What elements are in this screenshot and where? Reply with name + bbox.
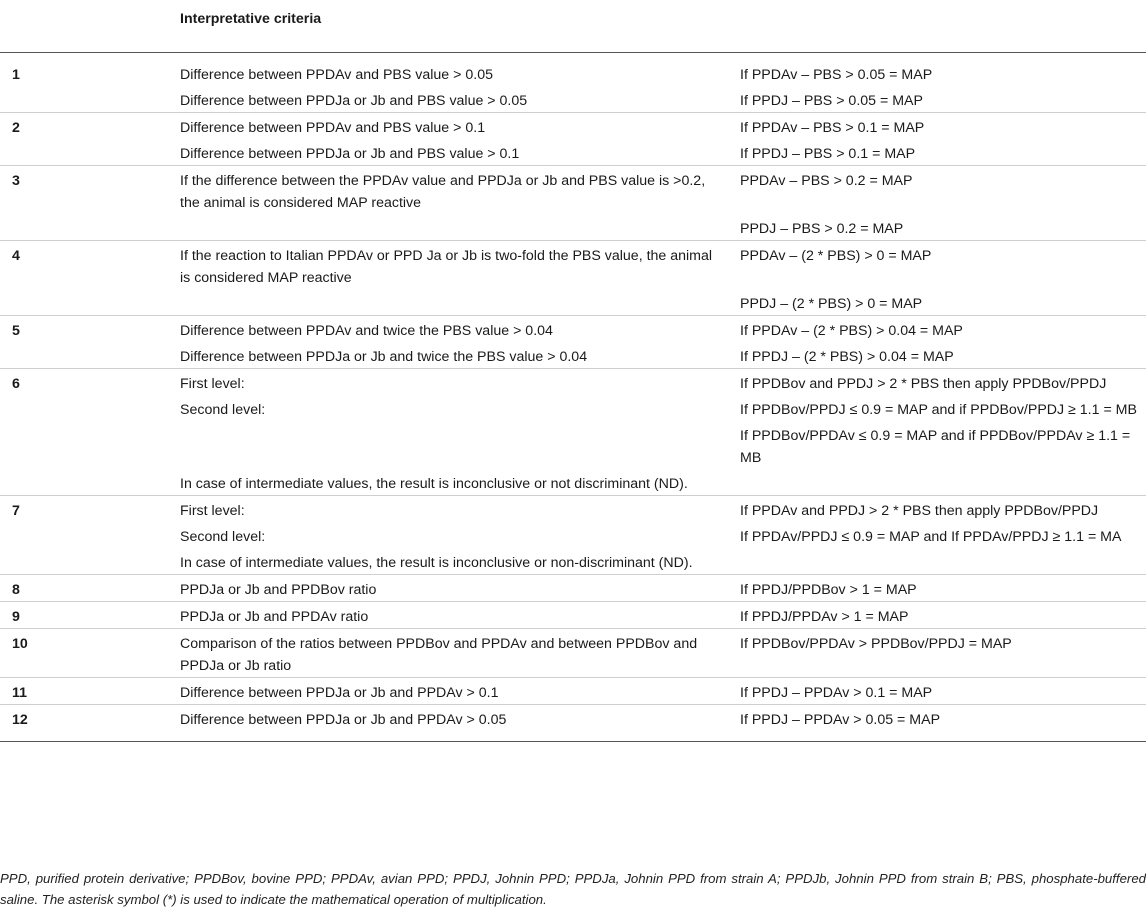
header-formula <box>728 0 1146 53</box>
criterion-number: 4 <box>12 248 20 264</box>
table-footnote: PPD, purified protein derivative; PPDBov, bovine PPD; PPDAv, avian PPD; PPDJ, Johnin PPD; PPDJa, Johnin PPD from strain A; PPDJb, Johnin PPD from strain B; PBS, phosphate-buffered saline. The asterisk symbol (*) is used to indicate the mathematical operation of multiplication. <box>0 871 1146 908</box>
criterion-formula: If PPDJ – PPDAv > 0.1 = MAP <box>740 685 933 701</box>
table-body <box>0 53 1146 742</box>
criterion-number <box>0 342 168 369</box>
table-row <box>0 86 1146 113</box>
table-row <box>0 469 1146 496</box>
criterion-formula: If PPDJ/PPDBov > 1 = MAP <box>740 582 917 598</box>
criterion-number: 7 <box>12 503 20 519</box>
criterion-text: First level: <box>180 376 245 392</box>
criterion-number <box>0 214 168 241</box>
criterion-formula: If PPDBov and PPDJ > 2 * PBS then apply PPDBov/PPDJ <box>740 376 1107 392</box>
criterion-text: Difference between PPDJa or Jb and PBS value > 0.1 <box>180 146 520 162</box>
table-row <box>0 214 1146 241</box>
criterion-number <box>0 469 168 496</box>
criterion-text: First level: <box>180 503 245 519</box>
criterion-formula: If PPDAv – PBS > 0.05 = MAP <box>740 67 933 83</box>
criterion-number: 2 <box>12 120 20 136</box>
header-number <box>0 0 168 53</box>
table-header <box>0 0 1146 53</box>
criterion-number: 5 <box>12 323 20 339</box>
criterion-number: 12 <box>12 712 28 728</box>
criterion-formula: PPDAv – (2 * PBS) > 0 = MAP <box>740 248 932 264</box>
criterion-number: 11 <box>12 685 27 701</box>
criterion-text: In case of intermediate values, the result is inconclusive or non-discriminant (ND). <box>180 555 693 571</box>
criterion-text: Difference between PPDAv and PBS value > 0.05 <box>180 67 493 83</box>
criterion-text: Second level: <box>180 402 266 418</box>
criterion-text: PPDJa or Jb and PPDBov ratio <box>180 582 377 598</box>
table-row <box>0 678 1146 705</box>
criterion-number: 8 <box>12 582 20 598</box>
criterion-number: 10 <box>12 636 28 652</box>
criterion-formula: PPDAv – PBS > 0.2 = MAP <box>740 173 913 189</box>
criterion-number: 1 <box>12 67 20 83</box>
criterion-number <box>0 86 168 113</box>
table-row <box>0 421 1146 469</box>
criterion-formula <box>728 469 1146 496</box>
header-criteria: Interpretative criteria <box>168 0 728 53</box>
criterion-number <box>0 289 168 316</box>
table-row <box>0 602 1146 629</box>
table-row <box>0 522 1146 548</box>
criterion-text: Comparison of the ratios between PPDBov and PPDAv and between PPDBov and PPDJa or Jb ratio <box>180 636 698 674</box>
table-row <box>0 241 1146 290</box>
criterion-number: 6 <box>12 376 20 392</box>
table-row <box>0 342 1146 369</box>
criterion-formula: If PPDJ/PPDAv > 1 = MAP <box>740 609 909 625</box>
criterion-number <box>0 548 168 575</box>
criterion-formula: If PPDAv – PBS > 0.1 = MAP <box>740 120 925 136</box>
criterion-number: 3 <box>12 173 20 189</box>
criterion-formula: If PPDBov/PPDAv > PPDBov/PPDJ = MAP <box>740 636 1012 652</box>
table-row <box>0 113 1146 140</box>
header-row <box>0 0 1146 53</box>
criterion-formula: PPDJ – PBS > 0.2 = MAP <box>740 221 904 237</box>
criterion-formula: If PPDJ – PBS > 0.1 = MAP <box>740 146 916 162</box>
table-row <box>0 369 1146 396</box>
criterion-number <box>0 139 168 166</box>
criterion-formula: If PPDAv – (2 * PBS) > 0.04 = MAP <box>740 323 963 339</box>
table-row <box>0 575 1146 602</box>
criterion-formula: PPDJ – (2 * PBS) > 0 = MAP <box>740 296 923 312</box>
criterion-formula: If PPDBov/PPDAv ≤ 0.9 = MAP and if PPDBov/PPDAv ≥ 1.1 = MB <box>740 428 1131 466</box>
criterion-number <box>0 421 168 469</box>
criterion-formula: If PPDJ – PBS > 0.05 = MAP <box>740 93 923 109</box>
criterion-text <box>168 289 728 316</box>
table-row <box>0 139 1146 166</box>
criterion-text: Difference between PPDAv and PBS value > 0.1 <box>180 120 486 136</box>
criterion-text: Difference between PPDAv and twice the PBS value > 0.04 <box>180 323 553 339</box>
table-row <box>0 629 1146 678</box>
criterion-formula: If PPDAv and PPDJ > 2 * PBS then apply PPDBov/PPDJ <box>740 503 1099 519</box>
criterion-formula: If PPDAv/PPDJ ≤ 0.9 = MAP and If PPDAv/PPDJ ≥ 1.1 = MA <box>740 529 1122 545</box>
criterion-text: If the reaction to Italian PPDAv or PPD Ja or Jb is two-fold the PBS value, the animal is considered MAP reactive <box>180 248 713 286</box>
table-row <box>0 496 1146 523</box>
criterion-text: In case of intermediate values, the result is inconclusive or not discriminant (ND). <box>180 476 688 492</box>
criterion-text <box>168 214 728 241</box>
criterion-formula <box>728 548 1146 575</box>
criterion-text: If the difference between the PPDAv value and PPDJa or Jb and PBS value is >0.2, the animal is considered MAP reactive <box>180 173 706 211</box>
criterion-text: Difference between PPDJa or Jb and PPDAv > 0.1 <box>180 685 499 701</box>
criterion-text: Second level: <box>180 529 266 545</box>
criterion-text: Difference between PPDJa or Jb and PBS value > 0.05 <box>180 93 528 109</box>
criterion-formula: If PPDJ – PPDAv > 0.05 = MAP <box>740 712 941 728</box>
table-row <box>0 395 1146 421</box>
table-row <box>0 316 1146 343</box>
criterion-formula: If PPDJ – (2 * PBS) > 0.04 = MAP <box>740 349 954 365</box>
table-row <box>0 548 1146 575</box>
criterion-text: Difference between PPDJa or Jb and twice the PBS value > 0.04 <box>180 349 588 365</box>
table-row <box>0 166 1146 215</box>
criterion-number: 9 <box>12 609 20 625</box>
criterion-text <box>168 421 728 469</box>
table-row <box>0 53 1146 87</box>
criterion-number <box>0 395 168 421</box>
criterion-text: PPDJa or Jb and PPDAv ratio <box>180 609 369 625</box>
criterion-formula: If PPDBov/PPDJ ≤ 0.9 = MAP and if PPDBov/PPDJ ≥ 1.1 = MB <box>740 402 1137 418</box>
criterion-text: Difference between PPDJa or Jb and PPDAv > 0.05 <box>180 712 507 728</box>
table-row <box>0 705 1146 742</box>
criterion-number <box>0 522 168 548</box>
table-row <box>0 289 1146 316</box>
